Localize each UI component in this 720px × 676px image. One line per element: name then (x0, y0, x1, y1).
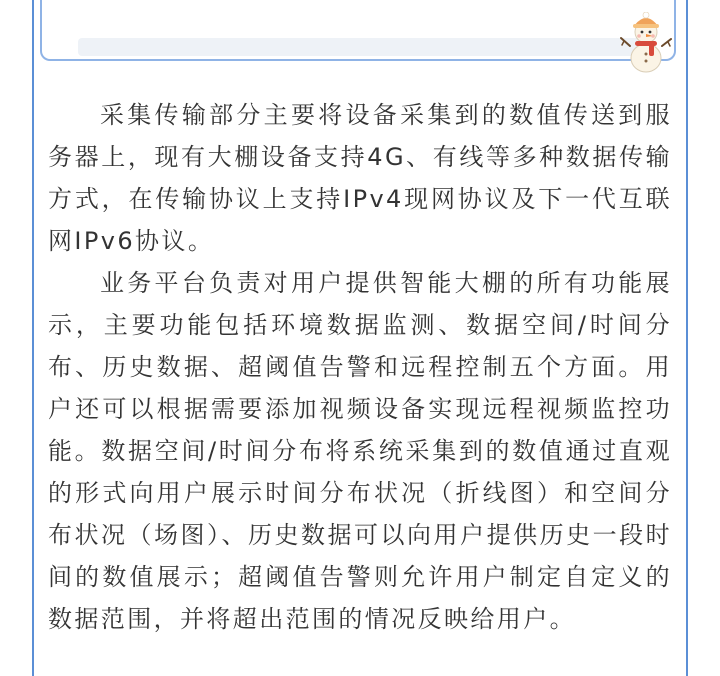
header-card-bar (78, 38, 644, 56)
article-body (48, 94, 672, 640)
snowman-icon (620, 12, 672, 74)
paragraph-data-transmission: 采集传输部分主要将设备采集到的数值传送到服务器上，现有大棚设备支持4G、有线等多种数据传输方式，在传输协议上支持IPv4现网协议及下一代互联网IPv6协议。 (48, 101, 672, 255)
paragraph-business-platform: 业务平台负责对用户提供智能大棚的所有功能展示，主要功能包括环境数据监测、数据空间/时间分布、历史数据、超阈值告警和远程控制五个方面。用户还可以根据需要添加视频设备实现远程视频监控功能。数据空间/时间分布将系统采集到的数值通过直观的形式向用户展示时间分布状况（折线图）和空间分布状况（场图）、历史数据可以向用户提供历史一段时间的数值展示；超阈值告警则允许用户制定自定义的数据范围，并将超出范围的情况反映给用户。 (48, 269, 672, 633)
